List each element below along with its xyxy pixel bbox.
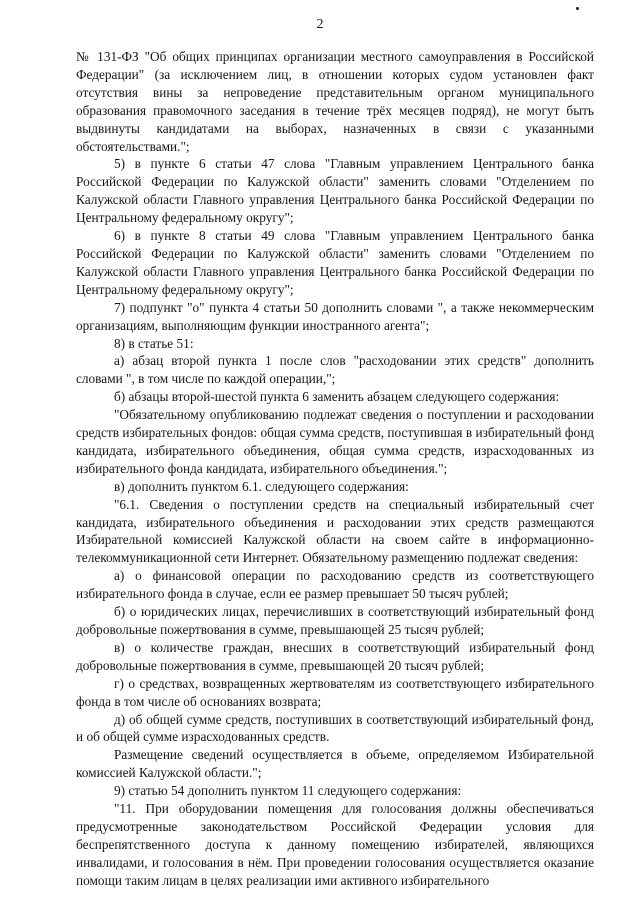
paragraph-item-6: 6) в пункте 8 статьи 49 слова "Главным управлением Центрального банка Российской Федерации по Калужской области" заменить словами "Отделением по Калужской области Главного управления Центрального банка Российской Федерации по Центральному федеральному округу"; (76, 228, 594, 297)
paragraph-subitem-v: в) о количестве граждан, внесших в соответствующий избирательный фонд добровольные пожертвования в сумме, превышающей 20 тысяч рублей; (76, 639, 594, 673)
paragraph-subitem-d: д) об общей сумме средств, поступивших в соответствующий избирательный фонд, и об общей сумме израсходованных средств. (76, 711, 594, 745)
paragraph-item-8a: а) абзац второй пункта 1 после слов "расходовании этих средств" дополнить словами ", в том числе по каждой операции,"; (76, 353, 594, 387)
paragraph-item-8b: б) абзацы второй-шестой пункта 6 заменить абзацем следующего содержания: (114, 389, 560, 405)
paragraph-placement: Размещение сведений осуществляется в объеме, определяемом Избирательной комиссией Калужской области."; (76, 747, 594, 781)
paragraph-quote-publication: "Обязательному опубликованию подлежат сведения о поступлении и расходовании средств избирательных фондов: общая сумма средств, поступившая в избирательный фонд кандидата, избирательного объединения, общая сумма средств, израсходованных из избирательного фонда кандидата, избирательного объединения."; (76, 407, 594, 476)
paragraph-item-7: 7) подпункт "о" пункта 4 статьи 50 дополнить словами ", а также некоммерческим организациям, выполняющим функции иностранного агента"; (76, 299, 594, 333)
scan-speck (576, 7, 579, 10)
paragraph-item-5: 5) в пункте 6 статьи 47 слова "Главным управлением Центрального банка Российской Федерации по Калужской области" заменить словами "Отделением по Калужской области Главного управления Центрального банка Российской Федерации по Центральному федеральному округу"; (76, 156, 594, 226)
document-body (76, 48, 594, 890)
paragraph-subitem-a: а) о финансовой операции по расходованию средств из соответствующего избирательного фонда в случае, если ее размер превышает 50 тысяч рублей; (76, 568, 594, 602)
paragraph-point-11: "11. При оборудовании помещения для голосования должны обеспечиваться предусмотренные законодательством Российской Федерации условия для беспрепятственного доступа к данному помещению избирателей, являющихся инвалидами, и голосования в нём. При проведении голосования осуществляется оказание помощи таким лицам в целях реализации ими активного избирательного (76, 801, 594, 888)
paragraph-item-8v: в) дополнить пунктом 6.1. следующего содержания: (114, 478, 409, 494)
paragraph-subitem-g: г) о средствах, возвращенных жертвователям из соответствующего избирательного фонда в том числе об основаниях возврата; (76, 675, 594, 709)
page-number: 2 (316, 17, 324, 32)
paragraph-point-6-1: "6.1. Сведения о поступлении средств на специальный избирательный счет кандидата, избирательного объединения и расходовании этих средств размещаются Избирательной комиссией Калужской области на своем сайте в информационно-телекоммуникационной сети Интернет. Обязательному размещению подлежат сведения: (76, 496, 594, 566)
paragraph-subitem-b: б) о юридических лицах, перечисливших в соответствующий избирательный фонд добровольные пожертвования в сумме, превышающей 25 тысяч рублей; (76, 604, 594, 637)
paragraph-item-8: 8) в статье 51: (114, 335, 194, 351)
paragraph-continuation: № 131-ФЗ "Об общих принципах организации местного самоуправления в Российской Федерации" (за исключением лиц, в отношении которых судом установлен факт отсутствия вины за непроведение представительным органом муниципального образования правомочного заседания в течение трёх месяцев подряд), не могут быть выдвинуты кандидатами на выборах, назначенных в связи с указанными обстоятельствами."; (76, 49, 594, 154)
paragraph-item-9: 9) статью 54 дополнить пунктом 11 следующего содержания: (114, 783, 462, 799)
